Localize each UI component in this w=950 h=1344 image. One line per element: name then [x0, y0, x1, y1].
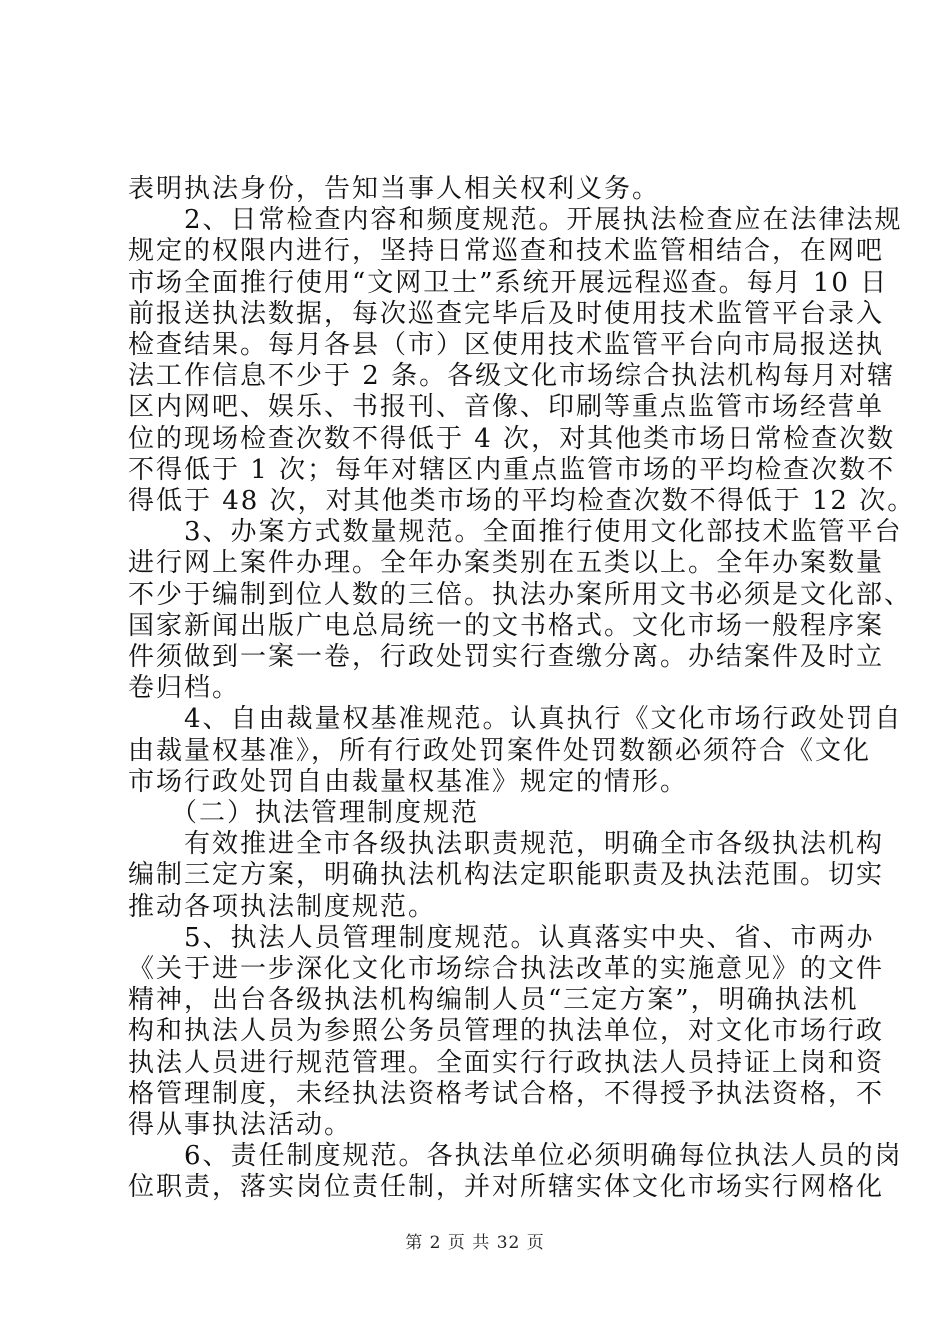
- body-text-line: 得低于 48 次，对其他类市场的平均检查次数不得低于 12 次。: [128, 486, 916, 516]
- body-text-line: 表明执法身份，告知当事人相关权利义务。: [128, 174, 661, 204]
- body-text-line: 推动各项执法制度规范。: [128, 891, 437, 922]
- body-text-line: 3、办案方式数量规范。全面推行使用文化部技术监管平台: [128, 517, 903, 548]
- body-text-line: 前报送执法数据，每次巡查完毕后及时使用技术监管平台录入: [128, 298, 885, 329]
- body-text-line: 市场全面推行使用“文网卫士”系统开展远程巡查。每月 10 日: [128, 267, 889, 298]
- body-text-line: 卷归档。: [128, 673, 241, 704]
- body-text-line: 区内网吧、娱乐、书报刊、音像、印刷等重点监管市场经营单: [128, 392, 885, 423]
- section-heading: （二）执法管理制度规范: [128, 798, 480, 828]
- body-text-line: 位职责，落实岗位责任制，并对所辖实体文化市场实行网格化: [128, 1172, 885, 1203]
- body-text-line: 4、自由裁量权基准规范。认真执行《文化市场行政处罚自: [128, 704, 903, 735]
- body-text-line: 规定的权限内进行，坚持日常巡查和技术监管相结合，在网吧: [128, 236, 885, 267]
- body-text-line: 检查结果。每月各县（市）区使用技术监管平台向市局报送执: [128, 330, 885, 360]
- body-text-line: 格管理制度，未经执法资格考试合格，不得授予执法资格，不: [128, 1078, 885, 1109]
- body-text-line: 件须做到一案一卷，行政处罚实行查缴分离。办结案件及时立: [128, 642, 885, 672]
- body-text-line: 进行网上案件办理。全年办案类别在五类以上。全年办案数量: [128, 548, 885, 579]
- page-number-footer: 第 2 页 共 32 页: [405, 1232, 545, 1253]
- body-text-line: 5、执法人员管理制度规范。认真落实中央、省、市两办: [128, 922, 875, 953]
- body-text-line: 得从事执法活动。: [128, 1110, 353, 1140]
- body-text-line: 《关于进一步深化文化市场综合执法改革的实施意见》的文件: [128, 954, 885, 984]
- body-text-line: 有效推进全市各级执法职责规范，明确全市各级执法机构: [128, 829, 885, 860]
- body-text-line: 构和执法人员为参照公务员管理的执法单位，对文化市场行政: [128, 1016, 885, 1047]
- body-text-line: 精神，出台各级执法机构编制人员“三定方案”，明确执法机: [128, 985, 859, 1016]
- body-text-line: 6、责任制度规范。各执法单位必须明确每位执法人员的岗: [128, 1141, 903, 1172]
- body-text-line: 国家新闻出版广电总局统一的文书格式。文化市场一般程序案: [128, 610, 885, 641]
- body-text-line: 位的现场检查次数不得低于 4 次，对其他类市场日常检查次数: [128, 423, 896, 454]
- body-text-line: 不得低于 1 次；每年对辖区内重点监管市场的平均检查次数不: [128, 454, 896, 485]
- body-text-line: 由裁量权基准》，所有行政处罚案件处罚数额必须符合《文化: [128, 735, 872, 766]
- body-text-line: 编制三定方案，明确执法机构法定职能职责及执法范围。切实: [128, 860, 885, 891]
- body-text-line: 2、日常检查内容和频度规范。开展执法检查应在法律法规: [128, 205, 903, 236]
- body-text-line: 执法人员进行规范管理。全面实行行政执法人员持证上岗和资: [128, 1047, 885, 1078]
- body-text-line: 不少于编制到位人数的三倍。执法办案所用文书必须是文化部、: [128, 579, 913, 610]
- body-text-line: 法工作信息不少于 2 条。各级文化市场综合执法机构每月对辖: [128, 361, 896, 392]
- body-text-line: 市场行政处罚自由裁量权基准》规定的情形。: [128, 766, 689, 797]
